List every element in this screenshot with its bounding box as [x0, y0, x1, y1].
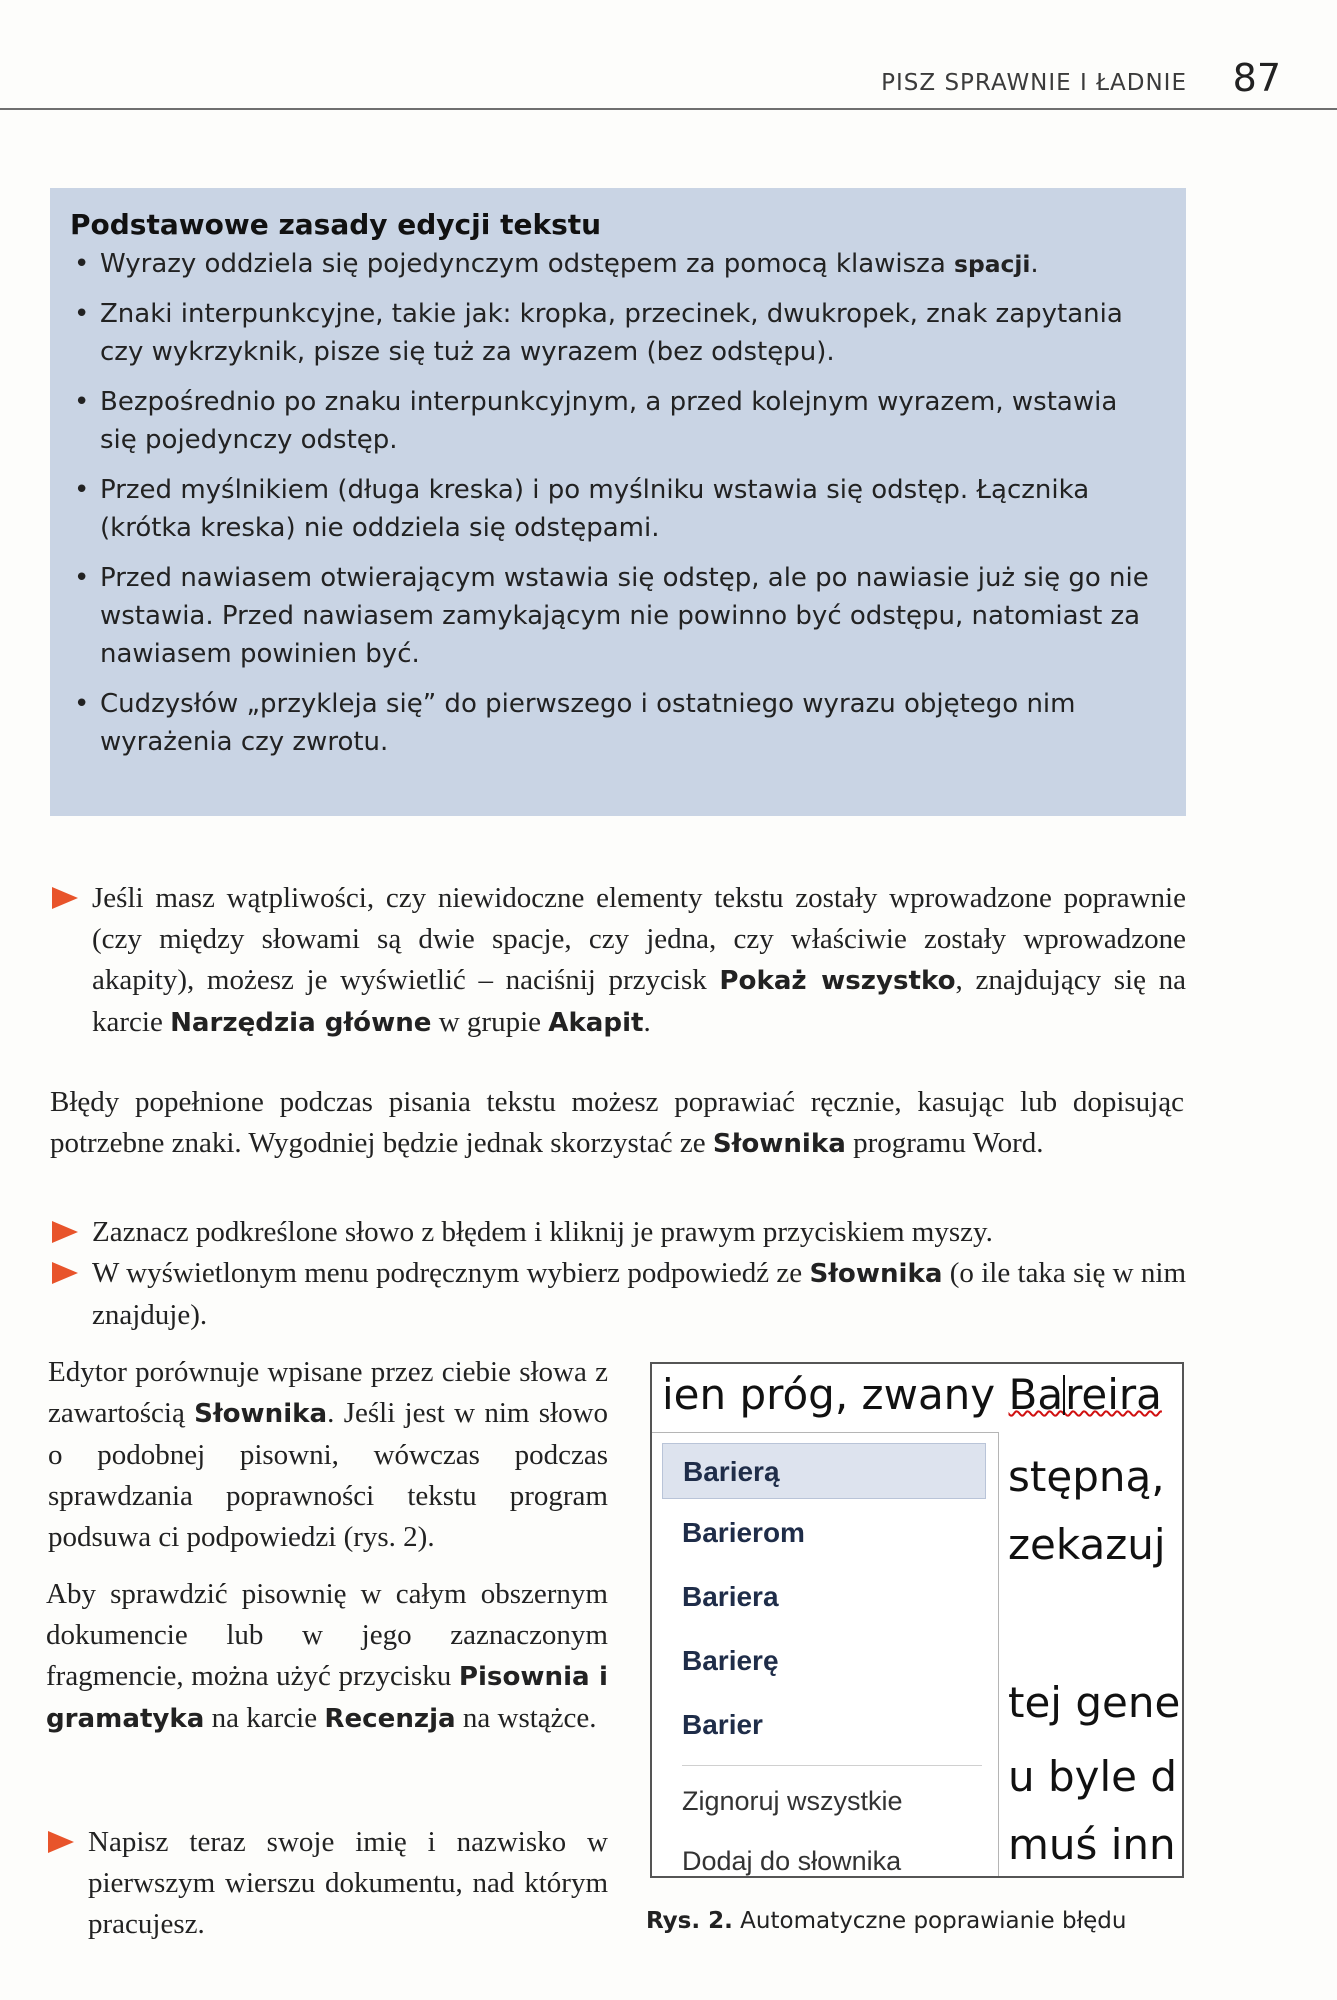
misspelled-word[interactable]: Bareira [1008, 1370, 1162, 1419]
suggestion-item[interactable]: Barierą [662, 1443, 986, 1499]
ignore-all-item[interactable]: Zignoruj wszystkie [682, 1786, 903, 1816]
suggestion-item[interactable]: Bariera [682, 1581, 779, 1612]
figure-caption-label: Rys. 2. [646, 1908, 733, 1934]
para-editor: Edytor porównuje wpisane przez ciebie słowa z zawartością Słownika. Jeśli jest w nim słowo o podobnej pisowni, wówczas podczas sprawdzania poprawności tekstu program podsuwa ci podpowiedzi (rys. 2). [48, 1356, 609, 1553]
arrow-bullet-icon [52, 1262, 78, 1284]
page-number: 87 [1232, 56, 1281, 100]
suggestion-item[interactable]: Barier [682, 1709, 763, 1740]
arrow-bullet-icon [48, 1831, 74, 1853]
rules-list [70, 245, 1156, 761]
step-choose-suggestion: W wyświetlonym menu podręcznym wybierz podpowiedź ze Słownika (o ile taka się w nim znajduje). [52, 1253, 1186, 1336]
rule-item: • Przed myślnikiem (długa kreska) i po myślniku wstawia się odstęp. Łącznika (krótka kreska) nie oddziela się odstępami. [70, 471, 1156, 547]
step-write-name: Napisz teraz swoje imię i nazwisko w pierwszym wierszu dokumentu, nad którym pracujesz. [48, 1822, 608, 1945]
document-fragment: zekazuj [1008, 1520, 1166, 1569]
suggestion-item[interactable]: Barierę [682, 1645, 779, 1676]
step-show-all: Jeśli masz wątpliwości, czy niewidoczne elementy tekstu zostały wprowadzone poprawnie (czy między słowami są dwie spacje, czy jedna, czy właściwie zostały wprowadzone akapity), możesz je wyświetlić – naciśnij przycisk Pokaż wszystko, znajdujący się na karcie Narzędzia główne w grupie Akapit. [52, 878, 1186, 1044]
document-top-line: ien próg, zwany Bareira [662, 1370, 1162, 1419]
header-rule [0, 108, 1337, 110]
rule-item: • Znaki interpunkcyjne, takie jak: kropka, przecinek, dwukropek, znak zapytania czy wykrzyknik, pisze się tuż za wyrazem (bez odstępu). [70, 295, 1156, 371]
rule-item: • Przed nawiasem otwierającym wstawia się odstęp, ale po nawiasie już się go nie wstawia. Przed nawiasem zamykającym nie powinno być odstępu, natomiast za nawiasem powinien być. [70, 559, 1156, 673]
running-head: PISZ SPRAWNIE I ŁADNIE [881, 70, 1187, 96]
rule-item: • Cudzysłów „przykleja się” do pierwszego i ostatniego wyrazu objętego nim wyrażenia czy zwrotu. [70, 685, 1156, 761]
rules-box [50, 188, 1186, 816]
rule-item: • Bezpośrednio po znaku interpunkcyjnym, a przed kolejnym wyrazem, wstawia się pojedynczy odstęp. [70, 383, 1156, 459]
para-errors: Błędy popełnione podczas pisania tekstu możesz poprawiać ręcznie, kasując lub dopisując potrzebne znaki. Wygodniej będzie jednak skorzystać ze Słownika programu Word. [50, 1086, 1184, 1159]
suggestion-item[interactable]: Barierom [682, 1517, 805, 1548]
figure-caption [646, 1908, 1126, 1934]
document-fragment: muś inn [1008, 1820, 1176, 1869]
step-select-word: Zaznacz podkreślone słowo z błędem i kliknij je prawym przyciskiem myszy. [52, 1212, 1186, 1253]
figure-spelling-menu [650, 1362, 1184, 1878]
context-menu [652, 1432, 999, 1878]
rule-item: • Wyrazy oddziela się pojedynczym odstępem za pomocą klawisza spacji. [70, 245, 1156, 283]
rules-box-title: Podstawowe zasady edycji tekstu [70, 208, 602, 241]
menu-separator [682, 1765, 982, 1766]
arrow-bullet-icon [52, 887, 78, 909]
para-spellcheck: Aby sprawdzić pisownię w całym obszernym dokumencie lub w jego zaznaczonym fragmencie, można użyć przycisku Pisownia i gramatyka na karcie Recenzja na wstążce. [46, 1578, 608, 1734]
add-to-dictionary-item[interactable]: Dodaj do słownika [682, 1846, 902, 1876]
document-fragment: tej gene [1008, 1678, 1181, 1727]
arrow-bullet-icon [52, 1221, 78, 1243]
figure-caption-text: Automatyczne poprawianie błędu [732, 1908, 1127, 1934]
document-fragment: stępną, [1008, 1452, 1165, 1501]
document-fragment: u byle d [1008, 1752, 1178, 1801]
